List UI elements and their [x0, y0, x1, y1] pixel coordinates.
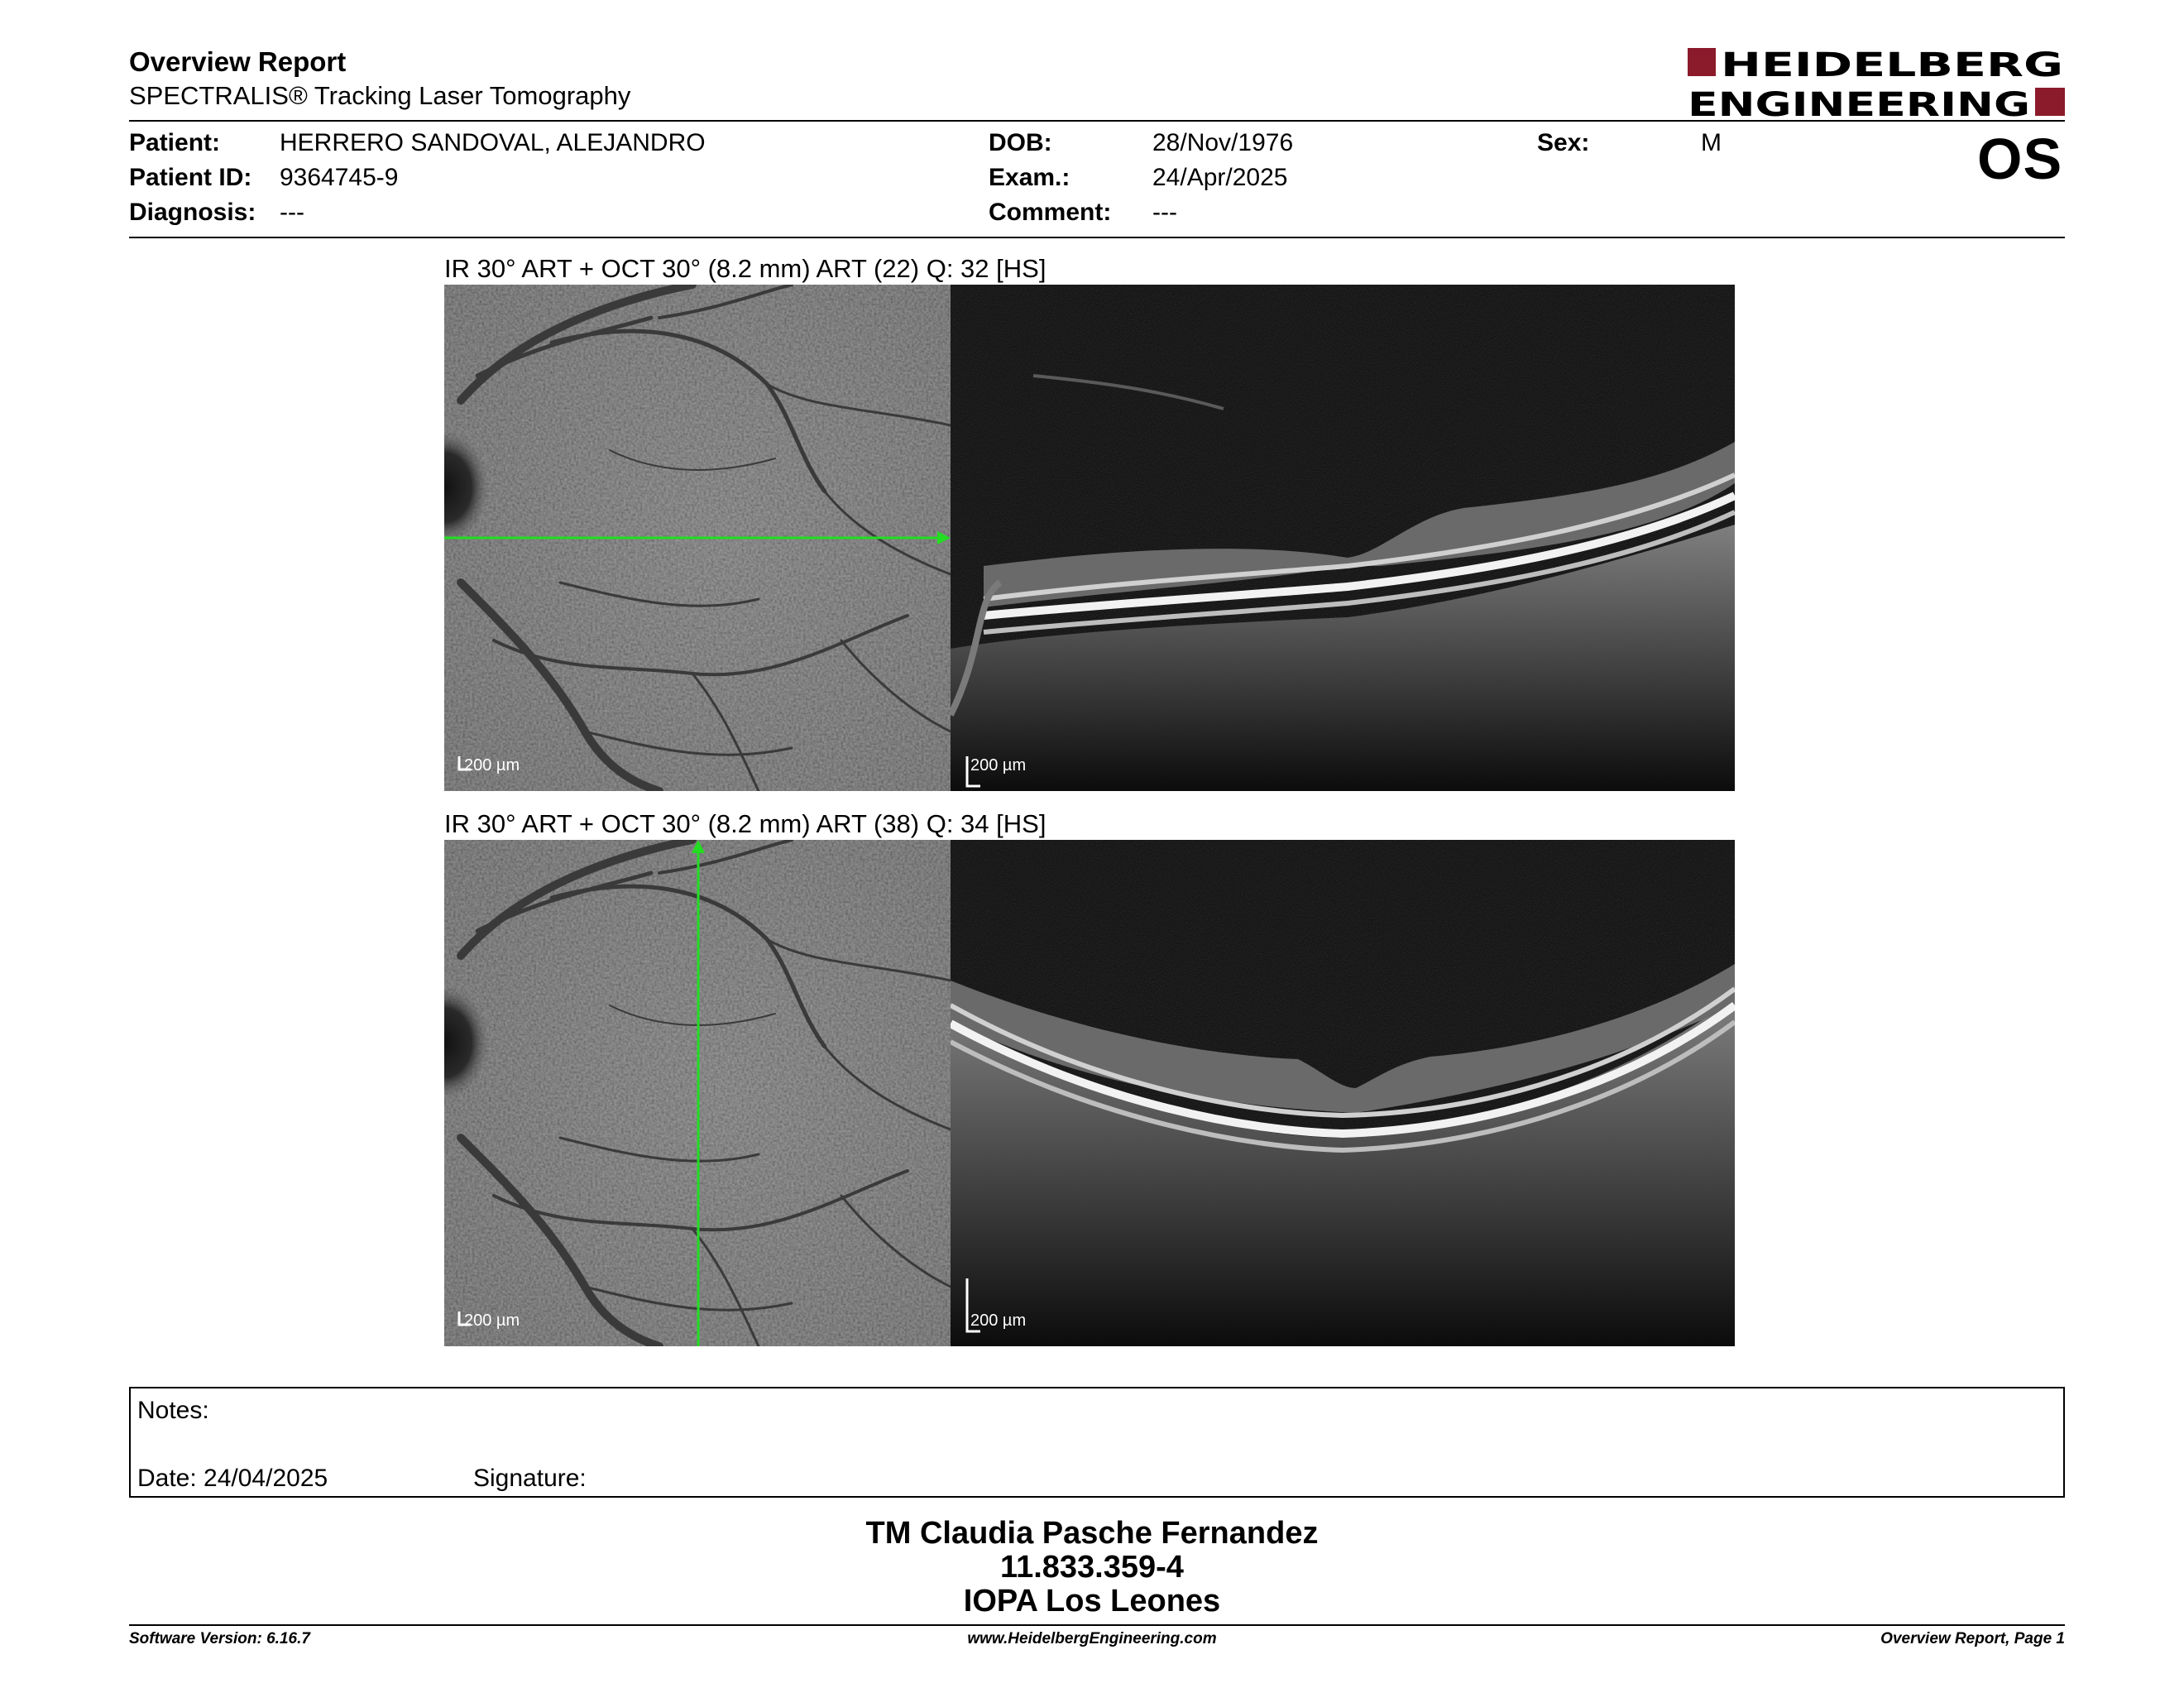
page-number: Overview Report, Page 1: [1880, 1630, 2065, 1647]
scan-1-ir-fundus-image: [444, 285, 951, 791]
scan-1-panel: [444, 285, 1735, 791]
scan-2-ir-fundus-image: [444, 840, 951, 1346]
notes-box[interactable]: [129, 1387, 2065, 1498]
info-rule: [129, 237, 2065, 238]
software-version: Software Version: 6.16.7: [129, 1630, 310, 1647]
website-link[interactable]: www.HeidelbergEngineering.com: [967, 1630, 1217, 1647]
notes-date: Date: 24/04/2025: [137, 1465, 328, 1492]
diagnosis-value: ---: [280, 199, 304, 226]
patient-id: 9364745-9: [280, 164, 399, 191]
logo-line-2: ENGINEERING: [1688, 86, 2030, 119]
sex-label: Sex:: [1537, 129, 1590, 156]
stamp-org: IOPA Los Leones: [963, 1584, 1221, 1618]
scan-2-panel: [444, 840, 1735, 1346]
sex-value: M: [1701, 129, 1722, 156]
dob-value: 28/Nov/1976: [1152, 129, 1294, 156]
exam-date: 24/Apr/2025: [1152, 164, 1288, 191]
patient-label: Patient:: [129, 129, 221, 156]
logo-line-1: HEIDELBERG: [1721, 46, 2063, 84]
patient-id-label: Patient ID:: [129, 164, 252, 191]
heidelberg-logo: [1688, 43, 2065, 119]
stamp-name: TM Claudia Pasche Fernandez: [865, 1516, 1319, 1551]
scan-1-ir-scale-label: 200 µm: [464, 756, 520, 774]
eye-indicator: OS: [1977, 127, 2063, 191]
footer-rule: [129, 1624, 2065, 1626]
comment-label: Comment:: [989, 199, 1112, 226]
scan-1-caption: IR 30° ART + OCT 30° (8.2 mm) ART (22) Q: 32 [HS]: [444, 254, 1046, 283]
scan-2-ir-scale-label: 200 µm: [464, 1312, 520, 1330]
scan-2-oct-bscan-image: [951, 840, 1735, 1346]
scan-1-oct-bscan-image: [951, 285, 1735, 791]
comment-value: ---: [1152, 199, 1177, 226]
signature-label: Signature:: [473, 1465, 587, 1492]
stamp-id: 11.833.359-4: [1000, 1550, 1184, 1585]
scan-2-oct-scale-label: 200 µm: [970, 1312, 1027, 1330]
report-title: Overview Report: [129, 46, 347, 77]
scan-1-oct-scale-label: 200 µm: [970, 756, 1027, 774]
notes-label: Notes:: [137, 1397, 209, 1424]
dob-label: DOB:: [989, 129, 1052, 156]
header-rule: [129, 120, 2065, 122]
scan-2-caption: IR 30° ART + OCT 30° (8.2 mm) ART (38) Q: 34 [HS]: [444, 809, 1046, 838]
diagnosis-label: Diagnosis:: [129, 199, 256, 226]
exam-label: Exam.:: [989, 164, 1070, 191]
patient-name: HERRERO SANDOVAL, ALEJANDRO: [280, 129, 706, 156]
report-subtitle: SPECTRALIS® Tracking Laser Tomography: [129, 81, 631, 110]
